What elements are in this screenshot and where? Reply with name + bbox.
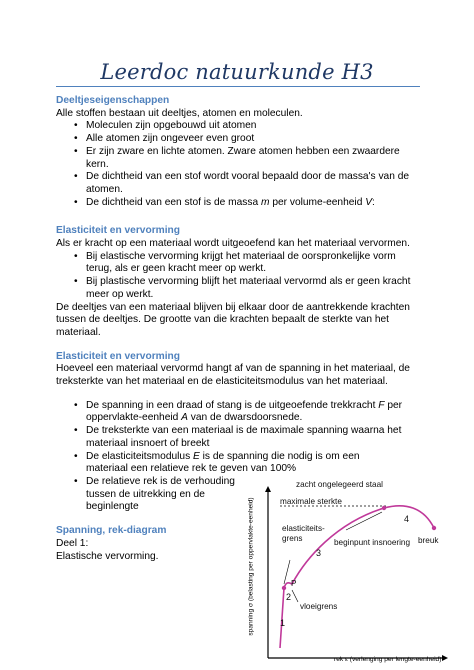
label-zacht-staal: zacht ongelegeerd staal xyxy=(296,480,383,489)
label-elasticiteitsgrens-2: grens xyxy=(282,534,303,543)
list-item: • De dichtheid van een stof wordt vooral bepaald door de massa's van de atomen. xyxy=(56,171,420,196)
list-item xyxy=(56,197,420,210)
y-axis-arrow xyxy=(265,486,271,492)
list-item xyxy=(56,400,420,425)
paragraph: Elastische vervorming. xyxy=(56,550,159,562)
stress-strain-diagram xyxy=(236,478,448,664)
break-point xyxy=(432,526,436,530)
symbol-m: m xyxy=(260,196,270,208)
max-strength-point xyxy=(382,506,386,510)
list-item: • Moleculen zijn opgebouwd uit atomen xyxy=(56,120,420,133)
elastic-limit-point xyxy=(282,586,286,590)
x-axis-arrow xyxy=(442,655,448,661)
text-run: De dichtheid van een stof is de massa xyxy=(86,196,261,208)
section-heading-elasticiteit: Elasticiteit en vervorming xyxy=(56,225,180,237)
section-heading-spanning: Spanning, rek-diagram xyxy=(56,525,167,537)
text-run: per volume-eenheid xyxy=(269,196,366,208)
region-1-label: 1 xyxy=(280,618,286,628)
label-beginpunt-insnoering: beginpunt insnoering xyxy=(334,538,411,547)
symbol-f: F xyxy=(378,399,385,411)
paragraph: De deeltjes van een materiaal blijven bij elkaar door de aantrekkende krachten tussen de deeltjes. De grootte van die krachten bepaalt de sterkte van het materiaal. xyxy=(56,301,410,338)
list-item: • Bij elastische vervorming krijgt het materiaal de oorspronkelijke vorm terug, als er geen kracht meer op werkt. xyxy=(56,251,420,276)
list-item: • De relatieve rek is de verhouding tussen de uitrekking en de beginlengte xyxy=(56,476,246,514)
diagram-svg xyxy=(236,478,448,664)
paragraph: Als er kracht op een materiaal wordt uitgeoefend kan het materiaal vervormen. xyxy=(56,238,410,250)
paragraph: Hoeveel een materiaal vervormd hangt af van de spanning in het materiaal, de treksterkte van het materiaal en de elasticiteitsmodulus van het materiaal. xyxy=(56,363,410,388)
list-item: • Alle atomen zijn ongeveer even groot xyxy=(56,133,420,146)
text-run: is de spanning die nodig is om een materiaal een relatieve rek te geven van 100% xyxy=(86,450,360,475)
symbol-e: E xyxy=(193,450,200,462)
text-run: : xyxy=(372,196,375,208)
label-breuk: breuk xyxy=(418,536,439,545)
symbol-a: A xyxy=(181,412,188,424)
title-underline xyxy=(56,86,420,87)
x-axis-label: rek ε (verlenging per lengte-eenheid) xyxy=(334,656,442,663)
list-item xyxy=(56,451,386,476)
label-vloeigrens: vloeigrens xyxy=(300,602,338,611)
section-heading-deeltjes: Deeltjeseigenschappen xyxy=(56,95,170,106)
insnoering-pointer xyxy=(346,512,382,530)
document-title: Leerdoc natuurkunde H3 xyxy=(100,60,374,84)
label-p: P xyxy=(291,579,297,588)
paragraph: Deel 1: xyxy=(56,537,89,549)
list-item: • De treksterkte van een materiaal is de maximale spanning waarna het materiaal insnoert of breekt xyxy=(56,425,420,450)
label-elasticiteitsgrens-1: elasticiteits- xyxy=(282,524,325,533)
list-item: • Bij plastische vervorming blijft het materiaal vervormd als er geen kracht meer op werkt. xyxy=(56,276,420,301)
region-2-label: 2 xyxy=(286,592,292,602)
text-run: van de dwarsdoorsnede. xyxy=(187,412,303,424)
text-run: De spanning in een draad of stang is de uitgeoefende trekkracht xyxy=(86,399,379,411)
region-3-label: 3 xyxy=(316,548,322,558)
elastic-pointer xyxy=(284,560,290,584)
vloeigrens-pointer xyxy=(292,590,298,602)
section-heading-elasticiteit-2: Elasticiteit en vervorming xyxy=(56,350,180,362)
y-axis-label: spanning σ (belasting per oppervlakte-eenheid) xyxy=(247,497,255,636)
label-maximale-sterkte: maximale sterkte xyxy=(280,497,342,506)
region-4-label: 4 xyxy=(404,514,410,524)
text-run: per oppervlakte-eenheid xyxy=(86,399,403,424)
paragraph: Alle stoffen bestaan uit deeltjes, atomen en moleculen. xyxy=(56,107,303,119)
bullet-list xyxy=(56,120,420,209)
list-item: • Er zijn zware en lichte atomen. Zware atomen hebben een zwaardere kern. xyxy=(56,146,420,171)
bullet-list xyxy=(56,251,420,302)
symbol-v: V xyxy=(365,196,372,208)
text-run: De elasticiteitsmodulus xyxy=(86,450,194,462)
